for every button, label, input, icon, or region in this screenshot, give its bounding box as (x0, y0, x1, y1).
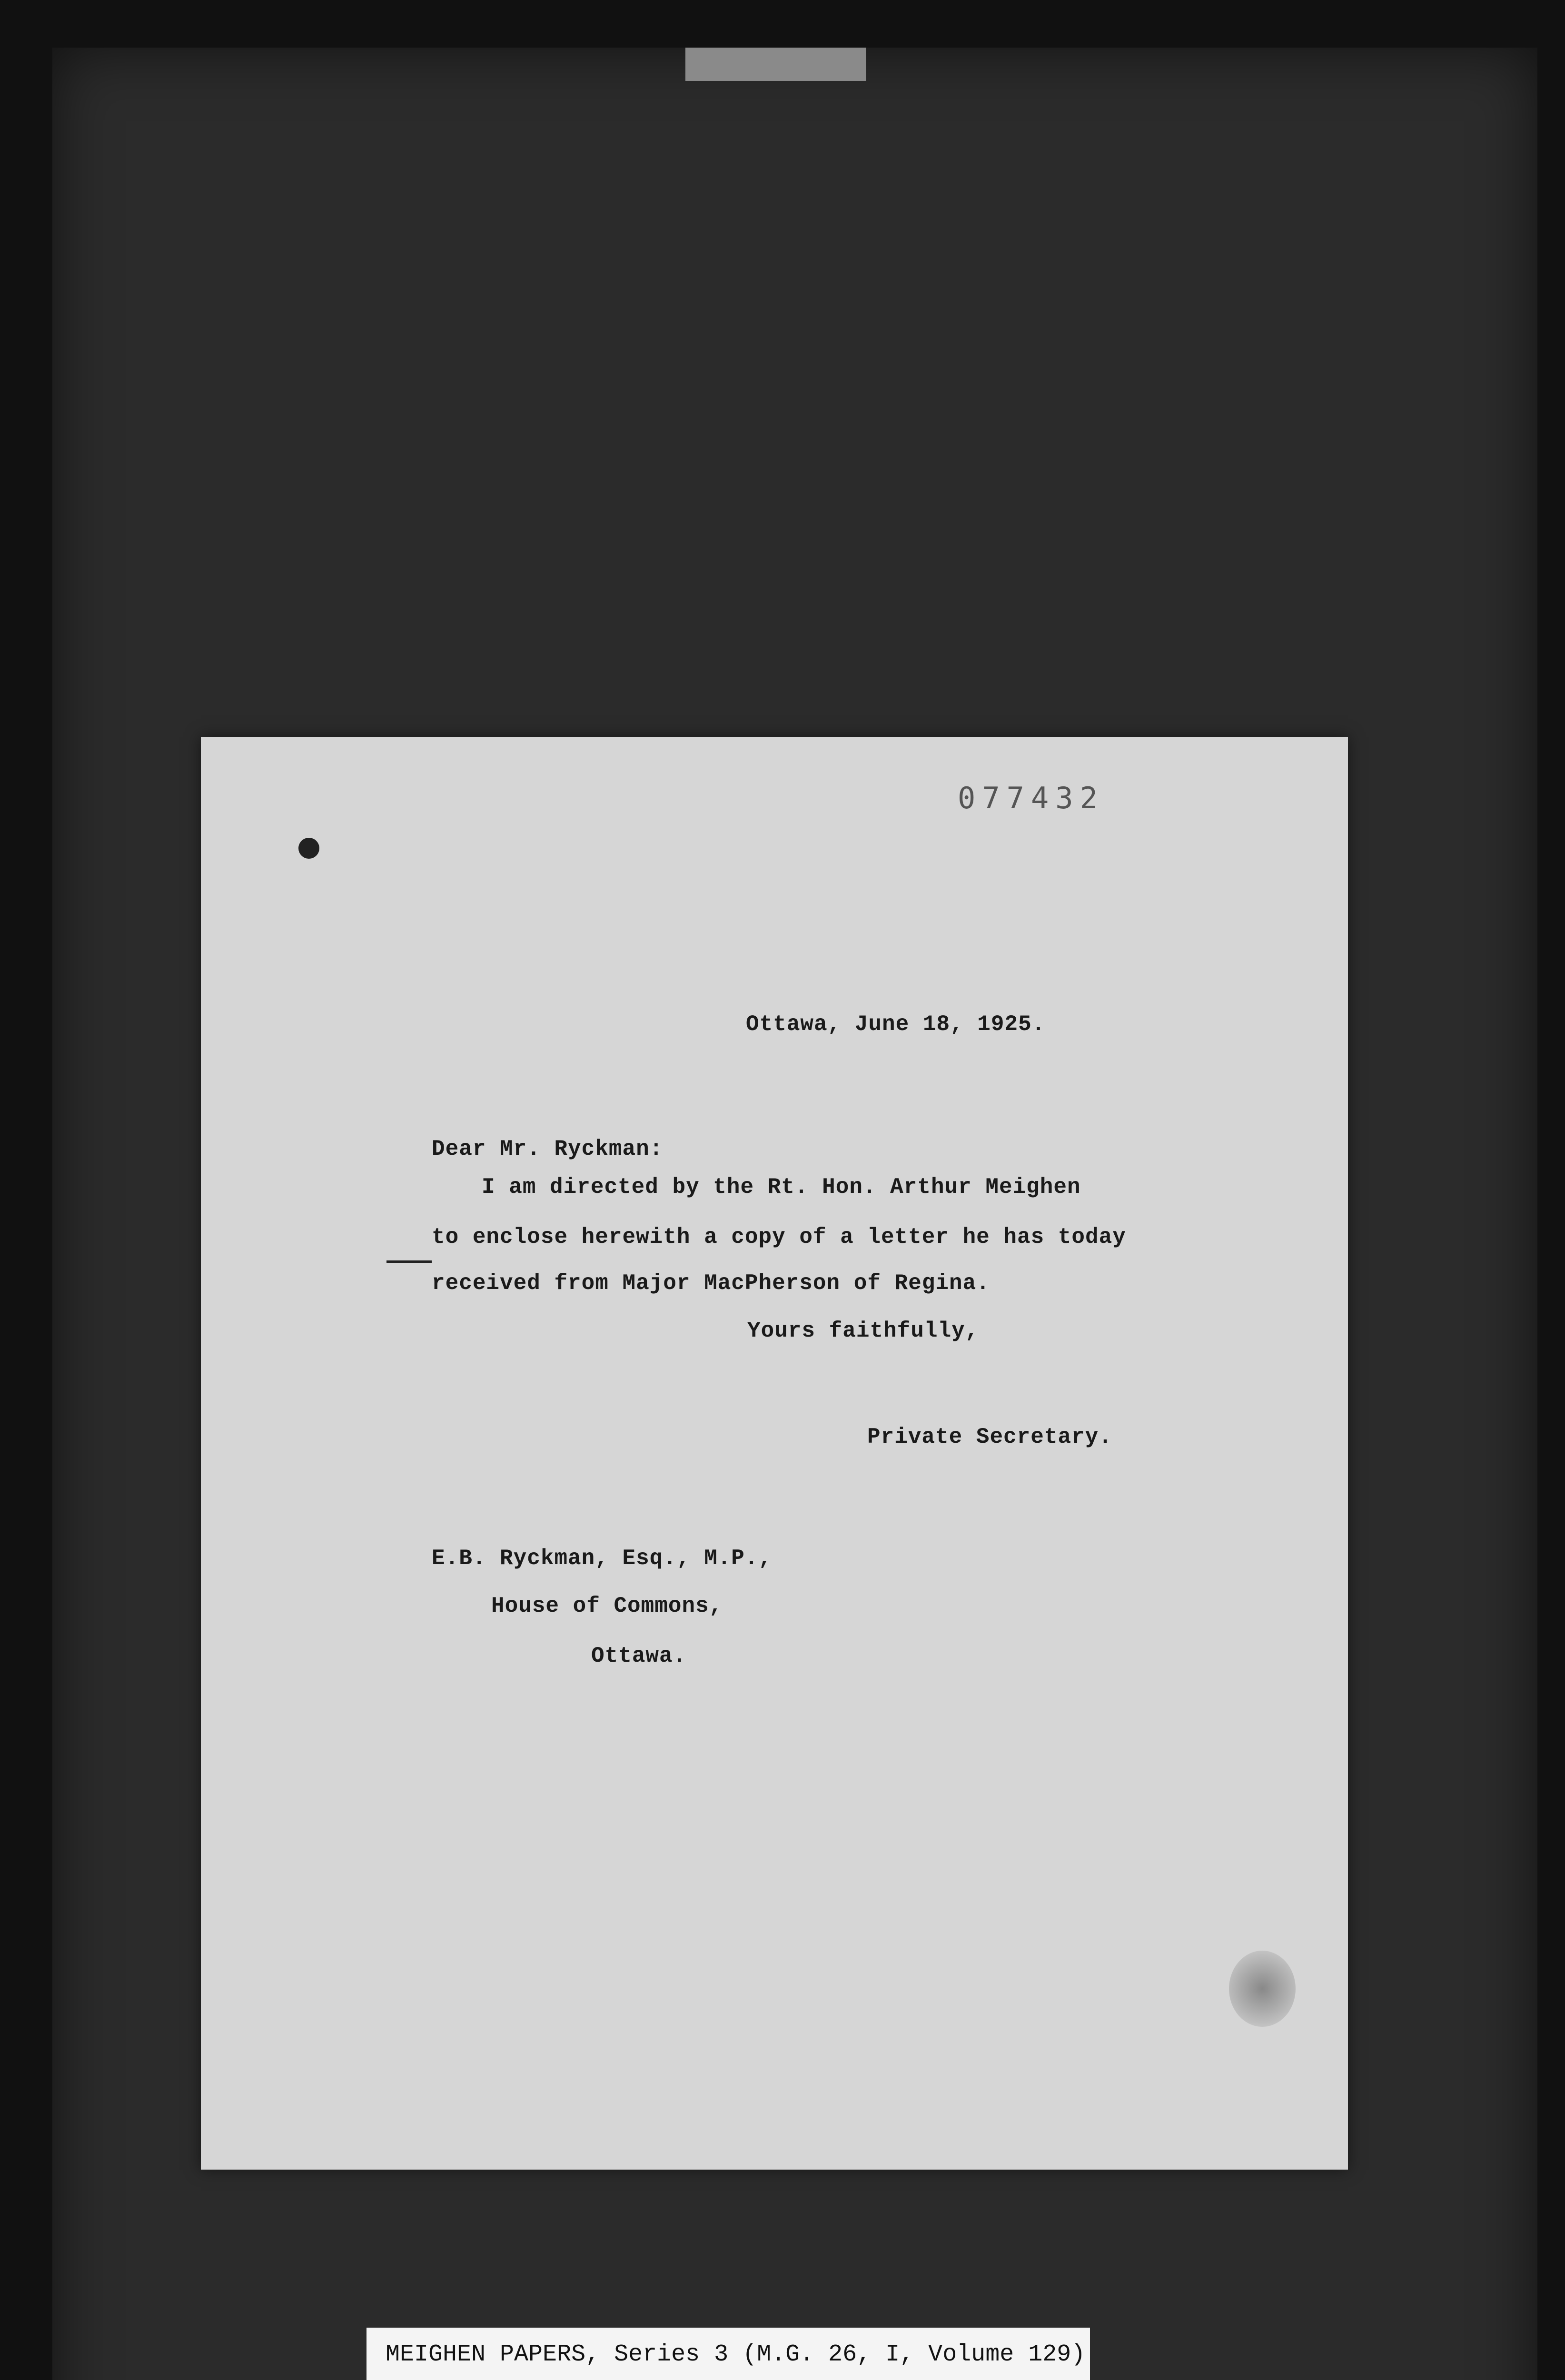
punch-hole (298, 838, 319, 859)
addressee-line-2: House of Commons, (491, 1594, 723, 1618)
body-line-2: to enclose herewith a copy of a letter he has today (432, 1225, 1126, 1250)
closing: Yours faithfully, (747, 1319, 979, 1343)
letter-page (201, 737, 1348, 2170)
addressee-line-1: E.B. Ryckman, Esq., M.P., (432, 1546, 773, 1571)
ink-smudge (1229, 1951, 1296, 2027)
margin-mark (386, 1260, 432, 1263)
document-number: 077432 (958, 781, 1104, 815)
archive-reference-slip (366, 2328, 1090, 2380)
date-line: Ottawa, June 18, 1925. (746, 1012, 1046, 1037)
salutation: Dear Mr. Ryckman: (432, 1137, 664, 1161)
addressee-line-3: Ottawa. (591, 1644, 687, 1668)
body-line-1: I am directed by the Rt. Hon. Arthur Meighen (482, 1175, 1081, 1200)
body-line-3: received from Major MacPherson of Regina. (432, 1271, 990, 1296)
signature-title: Private Secretary. (867, 1425, 1112, 1449)
archive-reference-text: MEIGHEN PAPERS, Series 3 (M.G. 26, I, Volume 129) (386, 2341, 1086, 2368)
film-tab (685, 48, 866, 81)
